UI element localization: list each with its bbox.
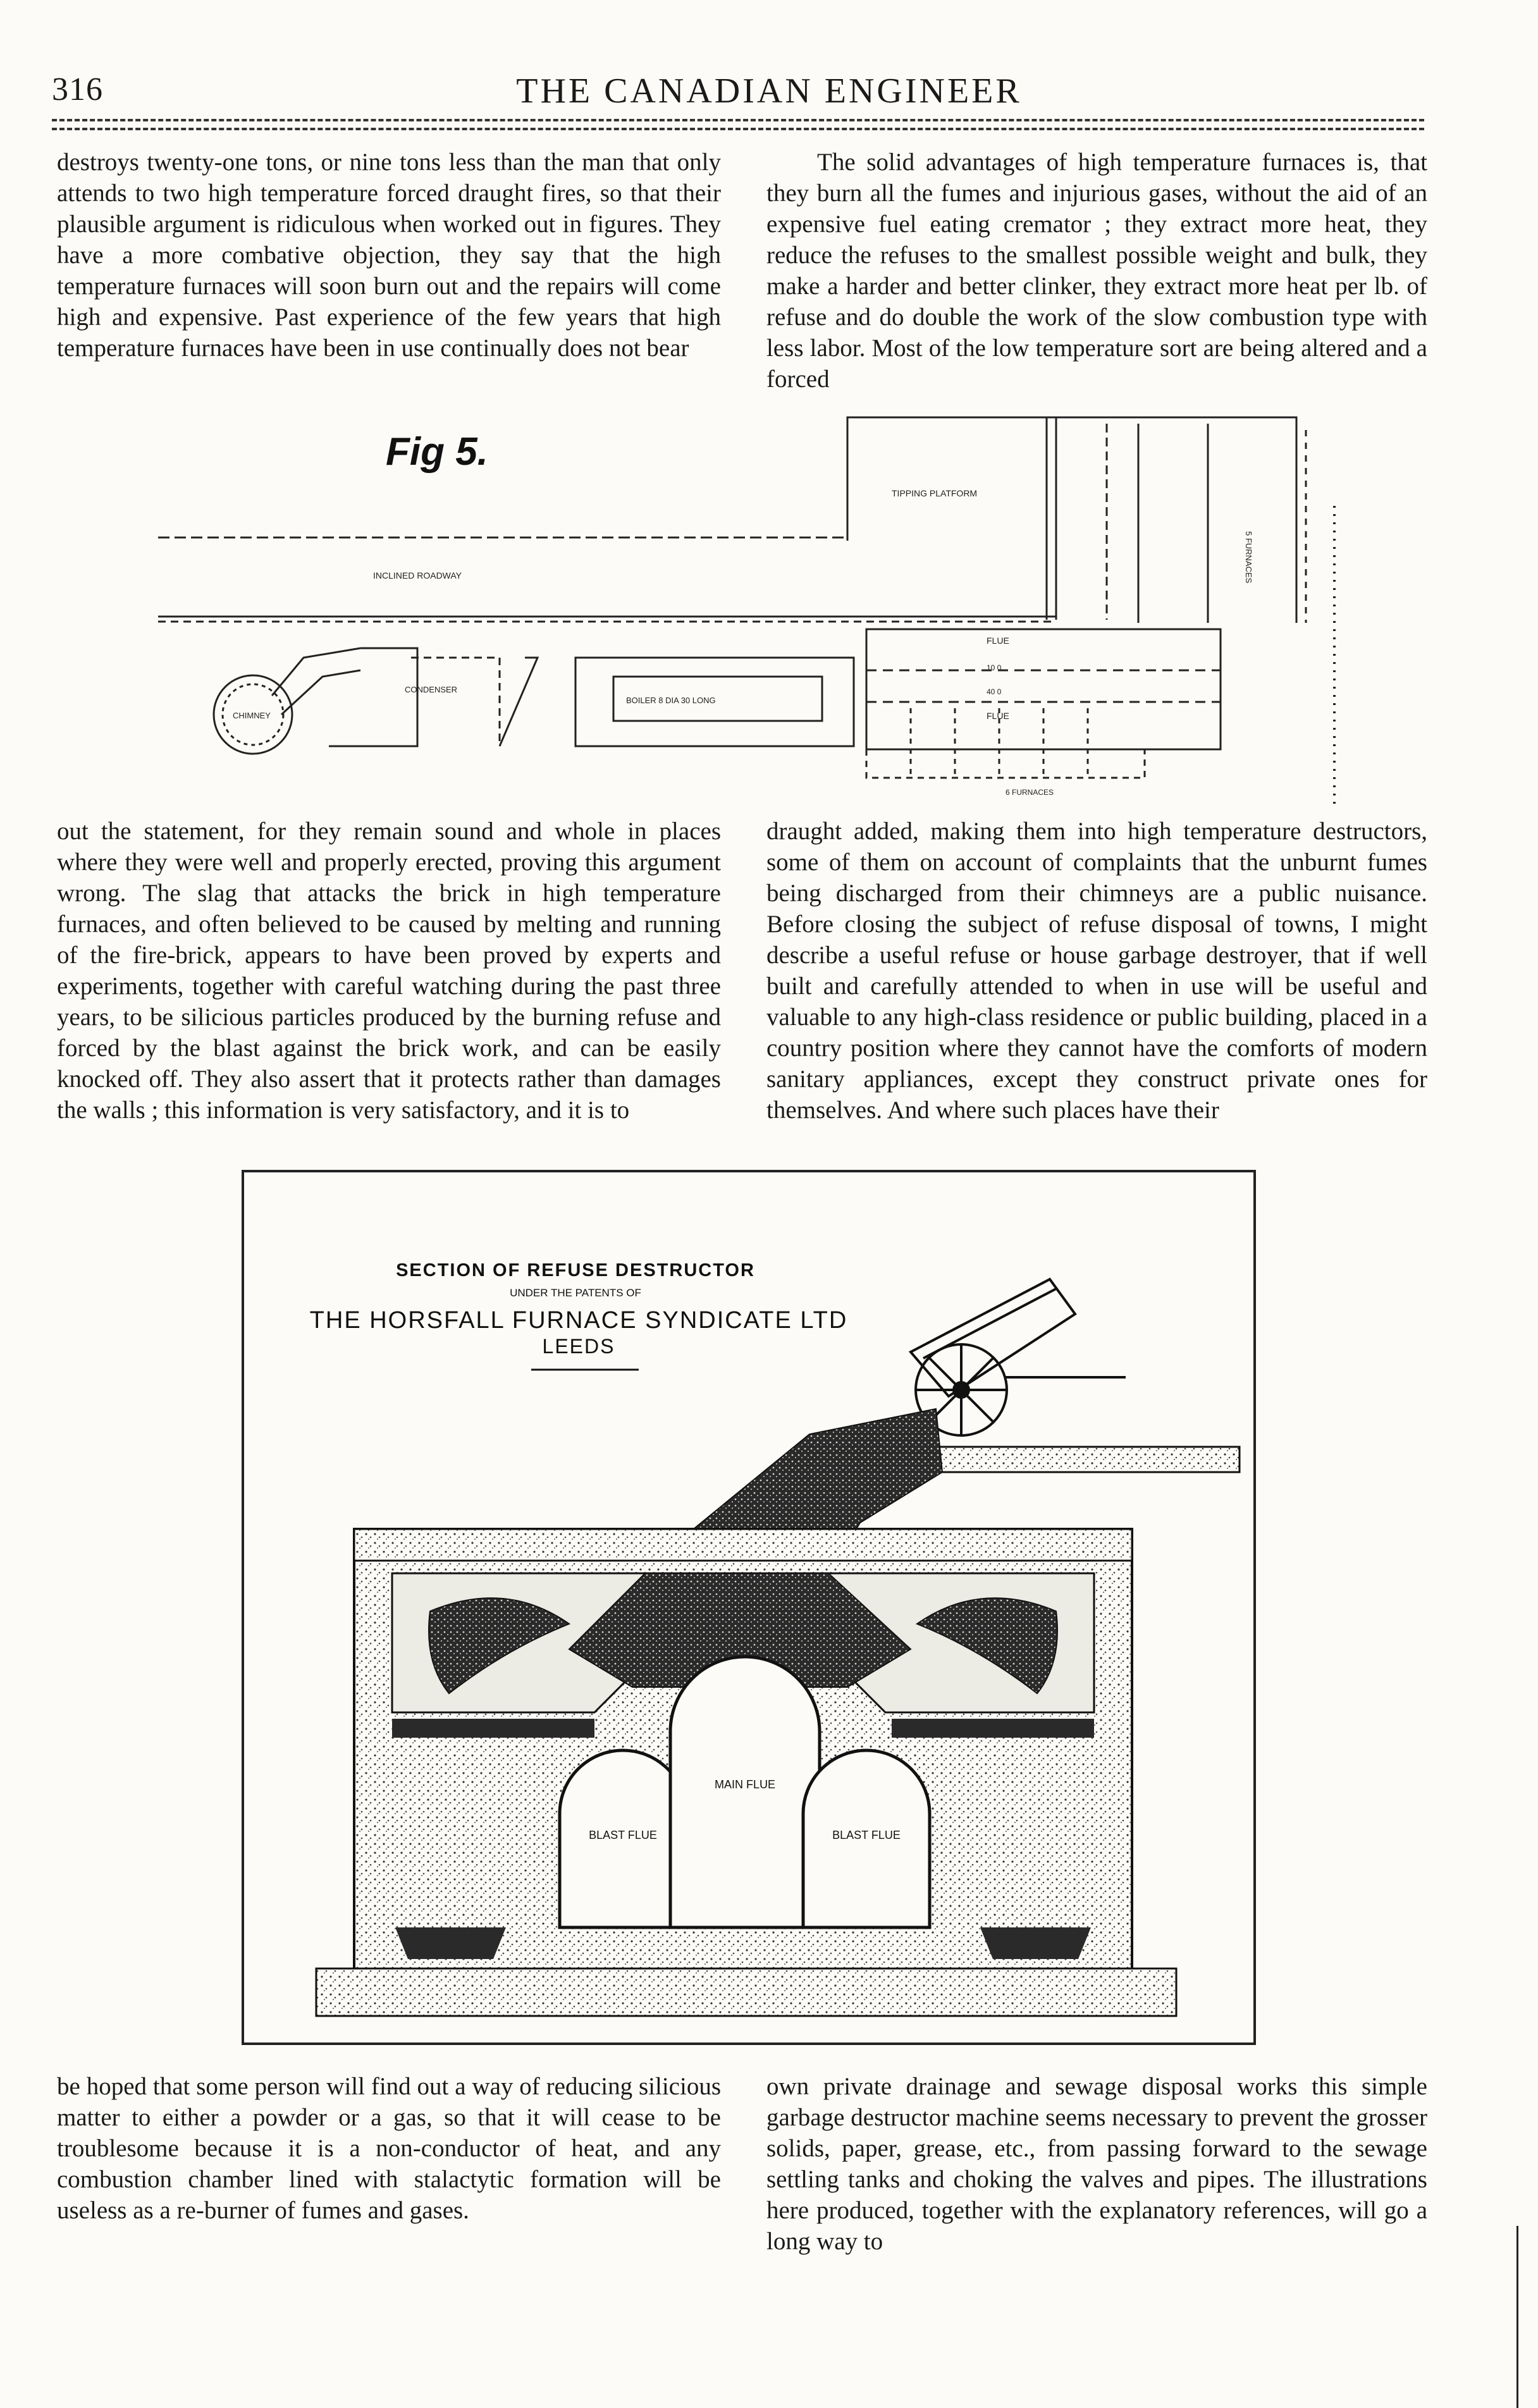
- dimension-label-2: 40 0: [987, 687, 1002, 696]
- chimney-label: CHIMNEY: [233, 711, 271, 720]
- blast-flue-right-label: BLAST FLUE: [832, 1829, 901, 1841]
- figure-subtitle: UNDER THE PATENTS OF: [510, 1287, 641, 1299]
- figure-refuse-destructor-section: [240, 1169, 1258, 2048]
- figure-5-label: Fig 5.: [386, 430, 488, 474]
- header-rule-bottom: [52, 128, 1424, 130]
- column-right-paragraph-2: draught added, making them into high temperature destructors, some of them on account of complaints that the unburnt fumes being discharged from their chimneys are a public nuisance. Before closing the subject of refuse disposal of towns, I might describe a useful refuse or house garbage destroyer, that if well built and carefully attended to when in use will be useful and valuable to any high-class residence or public building, placed in a country position where they cannot have the comforts of modern sanitary appliances, except they construct private ones for themselves. And where such places have their: [766, 818, 1427, 1124]
- boiler-label: BOILER 8 DIA 30 LONG: [626, 696, 716, 705]
- figure-5-plan: [145, 405, 1385, 809]
- main-flue-label: MAIN FLUE: [714, 1778, 776, 1791]
- column-left-paragraph-1: destroys twenty-one tons, or nine tons less than the man that only attends to two high temperature forced draught fires, so that their plausible argument is ridiculous when worked out in figures. They have a more combative objection, they say that the high temperature furnaces will soon burn out and the repairs will come high and expensive. Past experience of the few years that high temperature furnaces have been in use continually does not bear: [57, 149, 721, 362]
- page-number: 316: [52, 71, 103, 108]
- column-right-paragraph-3: own private drainage and sewage disposal works this simple garbage destructor machine seems necessary to prevent the grosser solids, paper, grease, etc., from passing forward to the sewage settling tanks and choking the valves and pipes. The illustrations here produced, together with the explanatory references, will go a long way to: [766, 2073, 1427, 2255]
- tipping-platform-label: TIPPING PLATFORM: [892, 488, 978, 498]
- condenser-label: CONDENSER: [405, 685, 458, 694]
- inclined-roadway-label: INCLINED ROADWAY: [373, 570, 462, 580]
- figure-company: THE HORSFALL FURNACE SYNDICATE LTD: [309, 1307, 848, 1334]
- tipping-cart: [911, 1279, 1126, 1435]
- six-furnaces-label: 6 FURNACES: [1006, 788, 1054, 797]
- figure-city: LEEDS: [542, 1335, 615, 1358]
- scan-edge-line: [1516, 2226, 1518, 2408]
- five-furnaces-label: 5 FURNACES: [1244, 531, 1253, 584]
- flue-label-1: FLUE: [987, 636, 1009, 646]
- flue-label-2: FLUE: [987, 711, 1009, 721]
- column-left-paragraph-2: out the statement, for they remain sound and whole in places where they were well and properly erected, proving this argument wrong. The slag that attacks the brick in high temperature furnaces, and often believed to be caused by melting and running of the fire-brick, appears to have been proved by experts and experiments, together with careful watching during the past three years, to be silicious particles produced by the burning refuse and forced by the blast against the brick work, and can be easily knocked off. They also assert that it protects rather than damages the walls ; this information is very satisfactory, and it is to: [57, 818, 721, 1124]
- blast-flue-left-label: BLAST FLUE: [589, 1829, 657, 1841]
- dimension-label-1: 10 0: [987, 663, 1002, 672]
- header-rule-top: [52, 119, 1424, 121]
- figure-title: SECTION OF REFUSE DESTRUCTOR: [396, 1260, 755, 1281]
- column-left-paragraph-3: be hoped that some person will find out a way of reducing silicious matter to either a powder or a gas, so that it will cease to be troublesome because it is a non-conductor of heat, and any combustion chamber lined with stalactytic formation will be useless as a re-burner of fumes and gases.: [57, 2073, 721, 2224]
- column-right-paragraph-1: The solid advantages of high temperature furnaces is, that they burn all the fumes and injurious gases, without the aid of an expensive fuel eating cremator ; they extract more heat, they reduce the refuses to the smallest possible weight and bulk, they make a harder and better clinker, they extract more heat per lb. of refuse and do double the work of the slow combustion type with less labor. Most of the low temperature sort are being altered and a forced: [766, 149, 1427, 393]
- journal-title: THE CANADIAN ENGINEER: [516, 71, 1022, 111]
